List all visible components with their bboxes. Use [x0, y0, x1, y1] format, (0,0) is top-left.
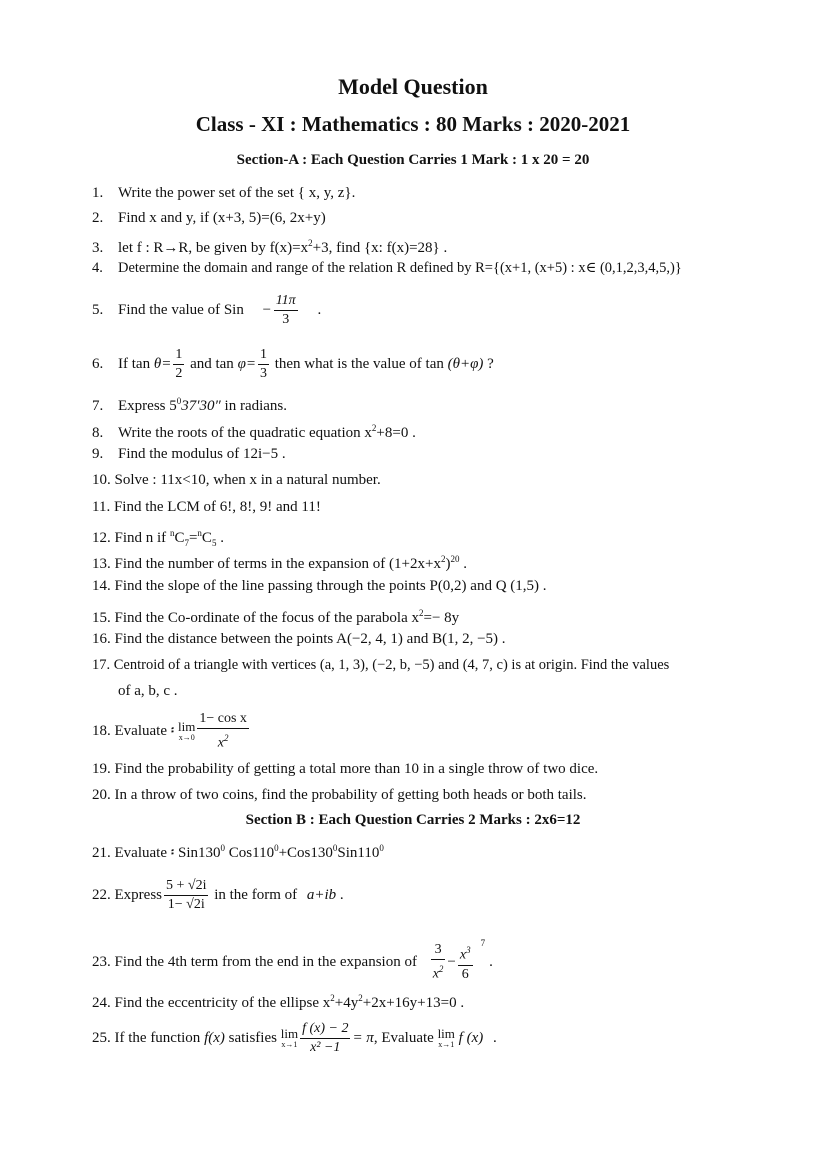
question-number: 11.	[92, 499, 111, 515]
degree-mark: 0	[332, 843, 338, 853]
question-text: +8=0 .	[376, 425, 416, 441]
question-text: Find x and y, if (x+3, 5)=(6, 2x+y)	[118, 210, 326, 226]
fraction-denominator: 3	[259, 366, 267, 382]
question-text: Find the number of terms in the expansion of (1+2x+x	[114, 556, 441, 572]
question-text: Find the slope of the line passing through the points P(0,2) and Q (1,5) .	[114, 578, 547, 594]
question-6	[92, 340, 762, 388]
question-text: Centroid of a triangle with vertices (a, 1, 3), (−2, b, −5) and (4, 7, c) is at origin. Find the values	[113, 657, 670, 673]
fraction-numerator: 3	[431, 941, 446, 960]
limit-label: lim	[178, 718, 196, 734]
numerator-base: x	[459, 947, 467, 963]
superscript-n: n	[197, 528, 202, 538]
equals-pi: = π	[352, 1030, 374, 1046]
question-text: If tan	[118, 356, 154, 372]
question-21	[92, 835, 762, 866]
question-25	[92, 1012, 762, 1064]
limit-operator	[437, 1025, 455, 1050]
question-text: =− 8y	[423, 610, 460, 626]
fraction-numerator: f (x) − 2	[300, 1020, 350, 1039]
fraction-numerator: 1− cos x	[197, 710, 249, 729]
question-number: 5.	[92, 302, 104, 318]
question-17	[92, 652, 762, 678]
question-text: Find the probability of getting a total more than 10 in a single throw of two dice.	[114, 761, 599, 777]
fraction-denominator: x² −1	[310, 1040, 341, 1056]
question-number: 9.	[92, 446, 104, 462]
question-number: 18.	[92, 723, 111, 739]
question-number: 8.	[92, 425, 104, 441]
page-title: Model Question	[338, 74, 488, 99]
question-4	[92, 255, 762, 281]
question-text: Find the LCM of 6!, 8!, 9! and 11!	[113, 499, 321, 515]
question-text: Evaluate	[114, 723, 171, 739]
question-number: 6.	[92, 356, 104, 372]
question-text: Find the eccentricity of the ellipse x	[114, 995, 331, 1011]
question-text: Write the roots of the quadratic equation x	[118, 425, 372, 441]
question-text: then what is the value of tan	[270, 356, 448, 372]
question-text: Solve : 11x<10, when x in a natural number.	[114, 472, 381, 488]
page-subtitle: Class - XI : Mathematics : 80 Marks : 2020-2021	[195, 112, 631, 136]
outer-exponent: 7	[480, 938, 486, 948]
question-text: (0,1,2,3,4,5,)}	[596, 260, 682, 276]
question-text: satisfies	[224, 1030, 281, 1046]
question-number: 13.	[92, 556, 111, 572]
complex-form: a+ib	[306, 887, 337, 903]
degree-mark: 0	[379, 843, 384, 853]
exponent: 2	[358, 993, 363, 1003]
question-text: Find the Co-ordinate of the focus of the parabola x	[114, 610, 419, 626]
question-23	[92, 930, 762, 989]
equals-sign: =	[188, 530, 198, 546]
question-text: Find the value of Sin	[118, 302, 244, 318]
question-text: Find the distance between the points A(−2, 4, 1) and B(1, 2, −5) .	[114, 631, 506, 647]
fraction-numerator: 11π	[274, 292, 298, 311]
fraction-denominator	[431, 960, 446, 984]
question-11	[92, 494, 762, 520]
function-fx: f(x)	[204, 1030, 225, 1046]
exponent: 2	[224, 733, 229, 744]
question-number: 20.	[92, 787, 111, 803]
question-text: .	[489, 954, 493, 970]
fraction	[274, 292, 298, 329]
exponent: 3	[466, 945, 471, 956]
question-number: 14.	[92, 578, 111, 594]
fraction-numerator: 1	[173, 346, 184, 365]
fraction	[300, 1020, 350, 1057]
question-22	[92, 870, 762, 920]
question-14	[92, 573, 762, 599]
question-number: 1.	[92, 185, 104, 201]
question-20	[92, 782, 762, 808]
exponent: 2	[438, 964, 444, 975]
function-fx: f (x)	[458, 1030, 484, 1046]
question-text: let f : R	[118, 240, 164, 256]
fraction	[458, 941, 473, 984]
limit-operator	[280, 1025, 299, 1050]
question-2	[92, 205, 762, 231]
question-18	[92, 706, 762, 756]
limit-subscript: x→0	[178, 732, 195, 742]
exponent: 2	[330, 993, 335, 1003]
fraction-numerator: 5 + √2i	[164, 877, 208, 896]
question-number: 4.	[92, 260, 103, 276]
subscript: 5	[211, 538, 217, 548]
question-text: .	[216, 530, 224, 546]
superscript-n: n	[169, 528, 175, 538]
question-number: 21.	[92, 845, 111, 861]
question-number: 25.	[92, 1030, 111, 1046]
denominator-base: x	[217, 735, 225, 751]
question-text: +2x+16y+13=0 .	[362, 995, 465, 1011]
question-text: Express	[114, 887, 162, 903]
question-text: +4y	[334, 995, 359, 1011]
denominator-base: x	[432, 966, 439, 982]
question-text: If the function	[114, 1030, 205, 1046]
question-19	[92, 756, 762, 782]
limit-label: lim	[280, 1025, 299, 1041]
question-text: Find n if	[114, 530, 170, 546]
combination-c: C	[174, 530, 185, 546]
question-10	[92, 467, 762, 493]
question-16	[92, 626, 762, 652]
question-text: .	[336, 887, 344, 903]
question-number: 3.	[92, 240, 104, 256]
question-text: in the form of	[210, 887, 301, 903]
exponent: 2	[440, 554, 446, 564]
question-text: Sin110	[337, 845, 380, 861]
question-number: 10.	[92, 472, 111, 488]
limit-subscript: x→1	[281, 1039, 298, 1049]
question-text: Determine the domain and range of the relation R defined by R={(x+1, (x+5) : x	[118, 260, 586, 276]
fraction	[173, 346, 184, 383]
subscript: 7	[184, 538, 189, 548]
combination-c: C	[201, 530, 212, 546]
question-number: 15.	[92, 610, 111, 626]
question-text: .	[489, 1030, 497, 1046]
element-symbol: ∈	[585, 260, 597, 276]
question-text: )	[445, 556, 451, 572]
question-17-continued: of a, b, c .	[118, 683, 178, 699]
math-theta: θ=	[153, 356, 172, 372]
question-number: 2.	[92, 210, 104, 226]
question-text: Express	[118, 398, 170, 414]
math-phi: φ=	[237, 356, 256, 372]
fraction-denominator	[197, 729, 249, 753]
question-number: 19.	[92, 761, 111, 777]
fraction-denominator: 6	[461, 966, 469, 982]
question-number: 17.	[92, 657, 111, 673]
limit-label: lim	[437, 1025, 455, 1041]
fraction-numerator	[458, 941, 473, 966]
section-b-heading: Section B : Each Question Carries 2 Marks : 2x6=12	[245, 812, 581, 828]
angle-degrees: 5	[169, 398, 177, 414]
question-number: 22.	[92, 887, 111, 903]
exponent: 2	[419, 608, 424, 618]
question-text: .	[459, 556, 467, 572]
minus-sign: −	[261, 302, 272, 318]
fraction	[431, 941, 446, 984]
arrow-symbol: →	[163, 240, 179, 256]
colon-symbol: ፡	[170, 723, 175, 739]
limit-operator	[178, 718, 196, 743]
fraction	[164, 877, 208, 914]
question-text: In a throw of two coins, find the probability of getting both heads or both tails.	[114, 787, 587, 803]
fraction-denominator: 1− √2i	[167, 897, 205, 913]
exponent: 2	[308, 238, 313, 248]
question-text: R, be given by f(x)=x	[178, 240, 309, 256]
fraction	[197, 710, 249, 753]
question-5	[92, 286, 762, 334]
degree-mark: 0	[220, 843, 226, 853]
question-number: 24.	[92, 995, 111, 1011]
question-number: 7.	[92, 398, 104, 414]
question-text: Write the power set of the set { x, y, z}.	[118, 185, 356, 201]
question-number: 12.	[92, 530, 111, 546]
math-sum: (θ+φ)	[447, 356, 484, 372]
question-number: 16.	[92, 631, 111, 647]
question-text: in radians.	[220, 398, 288, 414]
fraction-denominator: 2	[175, 366, 183, 382]
question-text: ?	[483, 356, 494, 372]
exponent: 20	[450, 554, 460, 564]
question-text: Find the modulus of 12i−5 .	[118, 446, 286, 462]
question-text: Evaluate ፡ Sin130	[114, 845, 221, 861]
question-text: Find the 4th term from the end in the expansion of	[114, 954, 417, 970]
degree-mark: 0	[274, 843, 279, 853]
minus-sign: −	[447, 954, 456, 970]
fraction-denominator: 3	[282, 312, 290, 328]
question-number: 23.	[92, 954, 111, 970]
fraction-numerator: 1	[258, 346, 269, 365]
question-text: +3, find {x: f(x)=28} .	[312, 240, 448, 256]
question-text: Cos110	[225, 845, 275, 861]
fraction	[258, 346, 269, 383]
exponent: 2	[371, 423, 377, 433]
question-text: .	[317, 302, 322, 318]
question-9	[92, 441, 762, 467]
question-text: +Cos130	[278, 845, 333, 861]
question-1	[92, 180, 762, 206]
question-text: and tan	[186, 356, 238, 372]
angle-minutes-seconds: 37′30″	[181, 398, 221, 414]
degree-mark: 0	[176, 396, 182, 406]
question-text: , Evaluate	[373, 1030, 438, 1046]
section-a-heading: Section-A : Each Question Carries 1 Mark : 1 x 20 = 20	[236, 152, 590, 168]
limit-subscript: x→1	[438, 1039, 455, 1049]
